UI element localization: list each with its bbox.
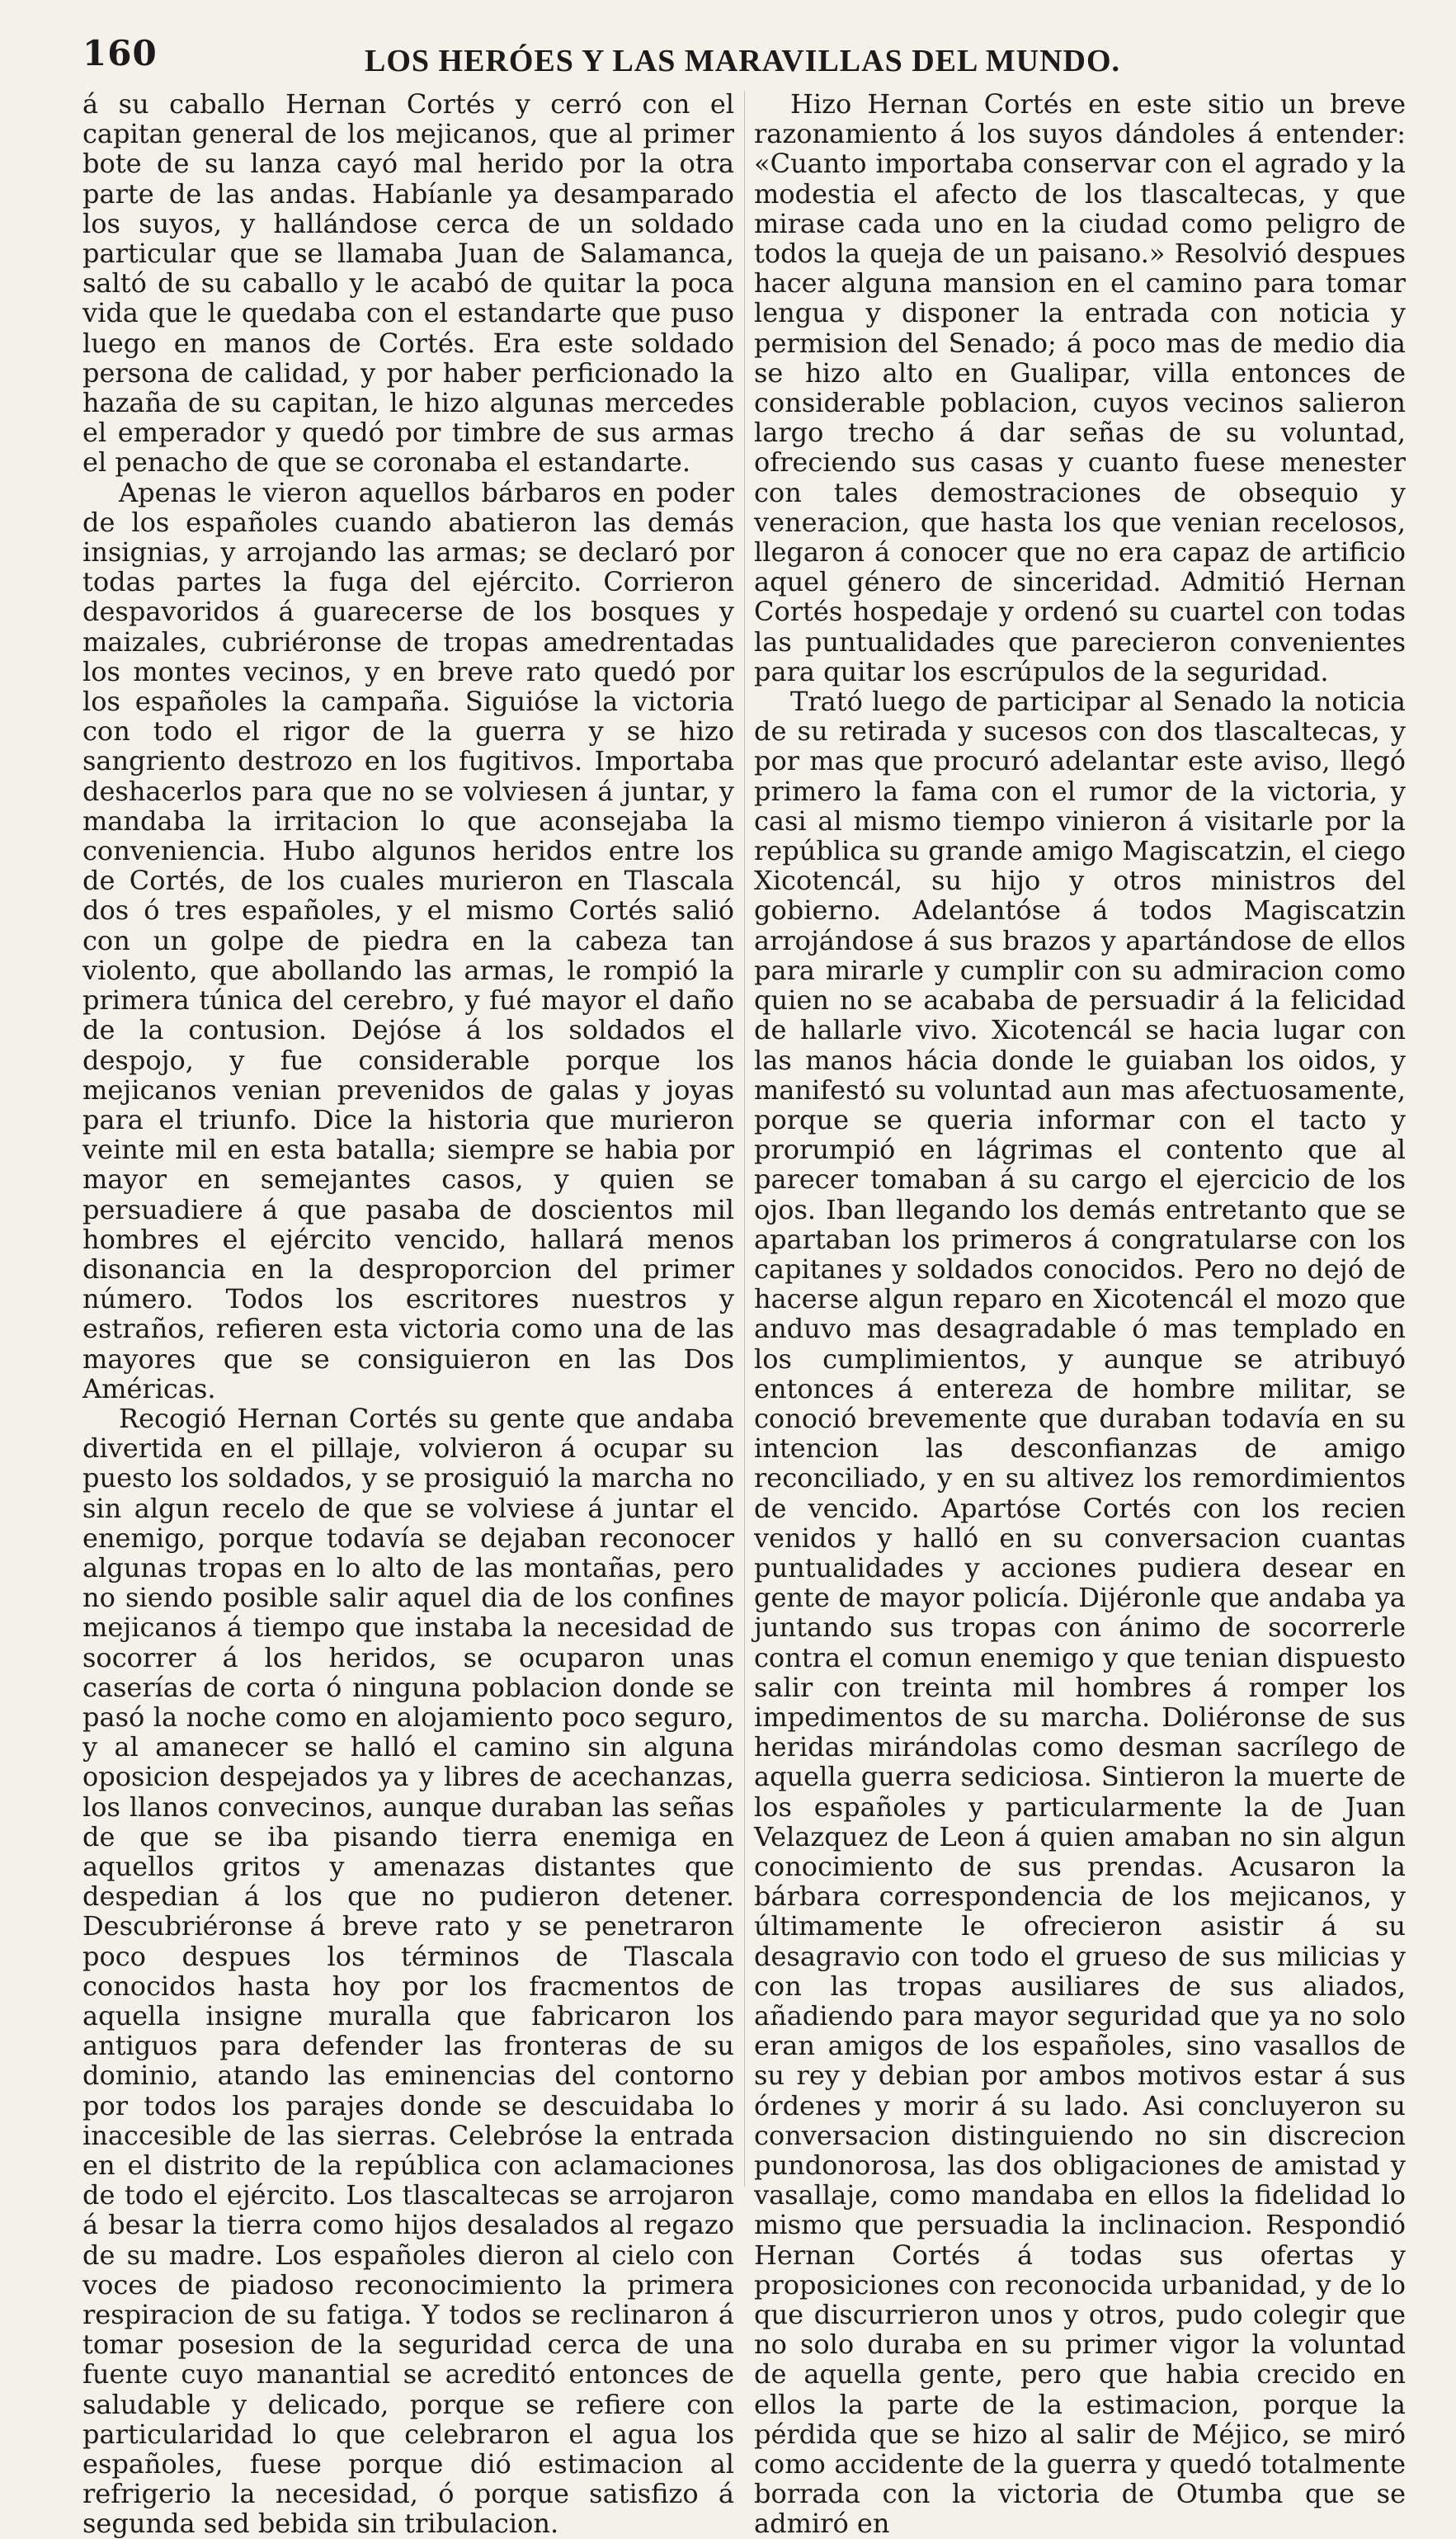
column-divider (744, 91, 745, 2187)
paragraph: Apenas le vieron aquellos bárbaros en poder de los españoles cuando abatieron las demás insignias, y arrojando las armas; se declaró por todas partes la fuga del ejército. Corrieron despavoridos á guarecerse de los bosques y maizales, cubriéronse de tropas amedrentadas los montes vecinos, y en breve rato quedó por los españoles la campaña. Siguióse la victoria con todo el rigor de la guerra y se hizo sangriento destrozo en los fugitivos. Importaba deshacerlos para que no se volviesen á juntar, y mandaba la irritacion lo que aconsejaba la conveniencia. Hubo algunos heridos entre los de Cortés, de los cuales murieron en Tlascala dos ó tres españoles, y el mismo Cortés salió con un golpe de piedra en la cabeza tan violento, que abollando las armas, le rompió la primera túnica del cerebro, y fué mayor el daño de la contusion. Dejóse á los soldados el despojo, y fue considerable porque los mejicanos venian prevenidos de galas y joyas para el triunfo. Dice la historia que murieron veinte mil en esta batalla; siempre se habia por mayor en semejantes casos, y quien se persuadiere á que pasaba de doscientos mil hombres el ejército vencido, hallará menos disonancia en la desproporcion del primer número. Todos los escritores nuestros y estraños, refieren esta victoria como una de las mayores que se consiguieron en las Dos Américas. (82, 476, 734, 1404)
left-column (82, 89, 734, 2539)
right-column (754, 89, 1406, 2539)
paragraph: Trató luego de participar al Senado la noticia de su retirada y sucesos con dos tlascaltecas, y por mas que procuró adelantar este aviso, llegó primero la fama con el rumor de la victoria, y casi al mismo tiempo vinieron á visitarle por la república su grande amigo Magiscatzin, el ciego Xicotencál, su hijo y otros ministros del gobierno. Adelantóse á todos Magiscatzin arrojándose á sus brazos y apartándose de ellos para mirarle y cumplir con su admiracion como quien no se acababa de persuadir á la felicidad de hallarle vivo. Xicotencál se hacia lugar con las manos hácia donde le guiaban los oidos, y manifestó su voluntad aun mas afectuosamente, porque se queria informar con el tacto y prorumpió en lágrimas el contento que al parecer tomaban á su cargo el ejercicio de los ojos. Iban llegando los demás entretanto que se apartaban los primeros á congratularse con los capitanes y soldados conocidos. Pero no dejó de hacerse algun reparo en Xicotencál el mozo que anduvo mas desagradable ó mas templado en los cumplimientos, y aunque se atribuyó entonces á entereza de hombre militar, se conoció brevemente que duraban todavía en su intencion las desconfianzas de amigo reconciliado, y en su altivez los remordimientos de vencido. Apartóse Cortés con los recien venidos y halló en su conversacion cuantas puntualidades y acciones pudiera desear en gente de mayor policía. Dijéronle que andaba ya juntando sus tropas con ánimo de socorrerle contra el comun enemigo y que tenian dispuesto salir con treinta mil hombres á romper los impedimentos de su marcha. Doliéronse de sus heridas mirándolas como desman sacrílego de aquella guerra sediciosa. Sintieron la muerte de los españoles y particularmente la de Juan Velazquez de Leon á quien amaban no sin algun conocimiento de sus prendas. Acusaron la bárbara correspondencia de los mejicanos, y últimamente le ofrecieron asistir á su desagravio con todo el grueso de sus milicias y con las tropas ausiliares de sus aliados, añadiendo para mayor seguridad que ya no solo eran amigos de los españoles, sino vasallos de su rey y debian por ambos motivos estar á sus órdenes y morir á su lado. Asi concluyeron su conversacion distinguiendo no sin discrecion pundonorosa, las dos obligaciones de amistad y vasallaje, como mandaba en ellos la fidelidad lo mismo que persuadia la inclinacion. Respondió Hernan Cortés á todas sus ofertas y proposiciones con reconocida urbanidad, y de lo que discurrieron unos y otros, pudo colegir que no solo duraba en su primer vigor la voluntad de aquella gente, pero que habia crecido en ellos la parte de la estimacion, porque la pérdida que se hizo al salir de Méjico, se miró como accidente de la guerra y quedó totalmente borrada con la victoria de Otumba que se admiró en (754, 686, 1406, 2539)
paragraph: Hizo Hernan Cortés en este sitio un breve razonamiento á los suyos dándoles á entender: «Cuanto importaba conservar con el agrado y la modestia el afecto de los tlascaltecas, y que mirase cada uno en la ciudad como peligro de todos la queja de un paisano.» Resolvió despues hacer alguna mansion en el camino para tomar lengua y disponer la entrada con noticia y permision del Senado; á poco mas de medio dia se hizo alto en Gualipar, villa entonces de considerable poblacion, cuyos vecinos salieron largo trecho á dar señas de su voluntad, ofreciendo sus casas y cuanto fuese menester con tales demostraciones de obsequio y veneracion, que hasta los que venian recelosos, llegaron á conocer que no era capaz de artificio aquel género de sinceridad. Admitió Hernan Cortés hospedaje y ordenó su cuartel con todas las puntualidades que parecieron convenientes para quitar los escrúpulos de la seguridad. (754, 88, 1406, 687)
page-number: 160 (82, 33, 158, 73)
paragraph: á su caballo Hernan Cortés y cerró con el capitan general de los mejicanos, que al primer bote de su lanza cayó mal herido por la otra parte de las andas. Habíanle ya desamparado los suyos, y hallándose cerca de un soldado particular que se llamaba Juan de Salamanca, saltó de su caballo y le acabó de quitar la poca vida que le quedaba con el estandarte que puso luego en manos de Cortés. Era este soldado persona de calidad, y por haber perficionado la hazaña de su capitan, le hizo algunas mercedes el emperador y quedó por timbre de sus armas el penacho de que se coronaba el estandarte. (82, 88, 734, 479)
page-header (82, 33, 1402, 83)
paragraph: Recogió Hernan Cortés su gente que andaba divertida en el pillaje, volvieron á ocupar su puesto los soldados, y se prosiguió la marcha no sin algun recelo de que se volviese á juntar el enemigo, porque todavía se dejaban reconocer algunas tropas en lo alto de las montañas, pero no siendo posible salir aquel dia de los confines mejicanos á tiempo que instaba la necesidad de socorrer á los heridos, se ocuparon unas caserías de corta ó ninguna poblacion donde se pasó la noche como en alojamiento poco seguro, y al amanecer se halló el camino sin alguna oposicion despejados ya y libres de acechanzas, los llanos convecinos, aunque duraban las señas de que se iba pisando tierra enemiga en aquellos gritos y amenazas distantes que despedian á los que no pudieron detener. Descubriéronse á breve rato y se penetraron poco despues los términos de Tlascala conocidos hasta hoy por los fracmentos de aquella insigne muralla que fabricaron los antiguos para defender las fronteras de su dominio, atando las eminencias del contorno por todos los parajes donde se descuidaba lo inaccesible de las sierras. Celebróse la entrada en el distrito de la república con aclamaciones de todo el ejército. Los tlascaltecas se arrojaron á besar la tierra como hijos desalados al regazo de su madre. Los españoles dieron al cielo con voces de piadoso reconocimiento la primera respiracion de su fatiga. Y todos se reclinaron á tomar posesion de la seguridad cerca de una fuente cuyo manantial se acreditó entonces de saludable y delicado, porque se refiere con particularidad lo que celebraron el agua los españoles, fuese porque dió estimacion al refrigerio la necesidad, ó porque satisfizo á segunda sed bebida sin tribulacion. (82, 1402, 734, 2539)
running-title: LOS HERÓES Y LAS MARAVILLAS DEL MUNDO. (364, 44, 1121, 78)
